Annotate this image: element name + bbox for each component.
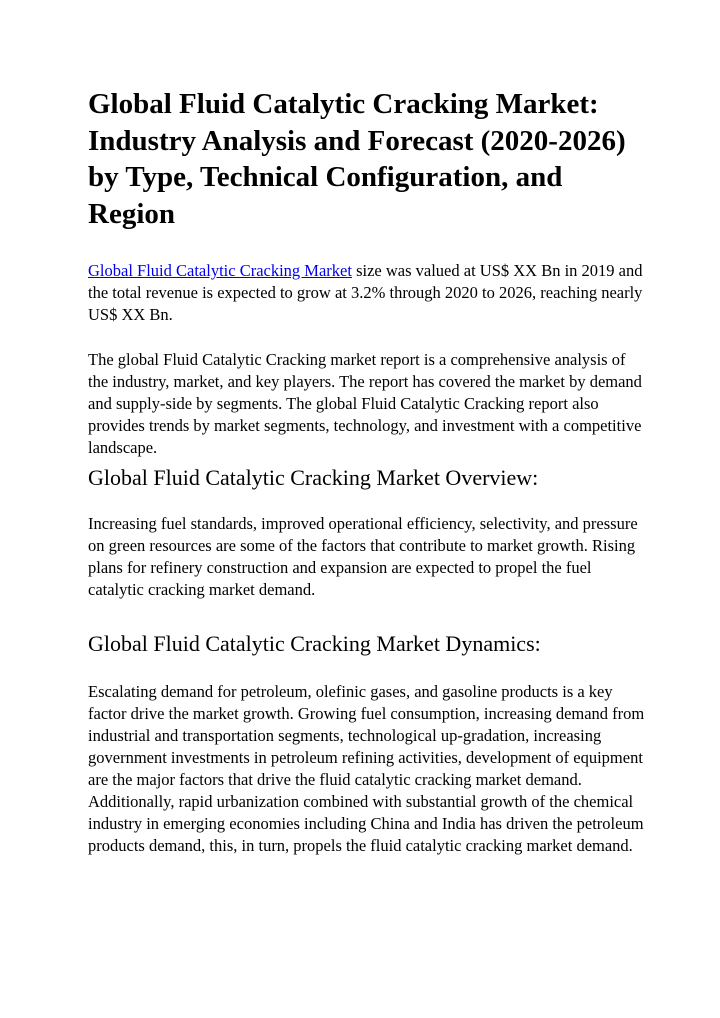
dynamics-heading: Global Fluid Catalytic Cracking Market Dynamics: [88,631,541,656]
report-summary-paragraph: The global Fluid Catalytic Cracking market report is a comprehensive analysis of the industry, market, and key players. The report has covered the market by demand and supply-side by segments. The global Fluid Catalytic Cracking report also provides trends by market segments, technology, and investment with a competitive landscape. [88,350,642,457]
intro-paragraph [88,260,648,326]
document-title: Global Fluid Catalytic Cracking Market: Industry Analysis and Forecast (2020-2026) by Type, Technical Configuration, and Region [88,88,626,230]
dynamics-paragraph: Escalating demand for petroleum, olefinic gases, and gasoline products is a key factor drive the market growth. Growing fuel consumption, increasing demand from industrial and transportation segments, technological up-gradation, increasing government investments in petroleum refining activities, development of equipment are the major factors that drive the fluid catalytic cracking market demand. Additionally, rapid urbanization combined with substantial growth of the chemical industry in emerging economies including China and India has driven the petroleum products demand, this, in turn, propels the fluid catalytic cracking market demand. [88,682,645,855]
intro-text: size was valued at US$ XX Bn in 2019 and the total revenue is expected to grow at 3.2% through 2020 to 2026, reaching nearly US$ XX Bn. [88,261,643,324]
overview-paragraph: Increasing fuel standards, improved operational efficiency, selectivity, and pressure on green resources are some of the factors that contribute to market growth. Rising plans for refinery construction and expansion are expected to propel the fuel catalytic cracking market demand. [88,514,638,599]
overview-heading: Global Fluid Catalytic Cracking Market Overview: [88,465,539,490]
market-report-link[interactable]: Global Fluid Catalytic Cracking Market [88,261,352,280]
